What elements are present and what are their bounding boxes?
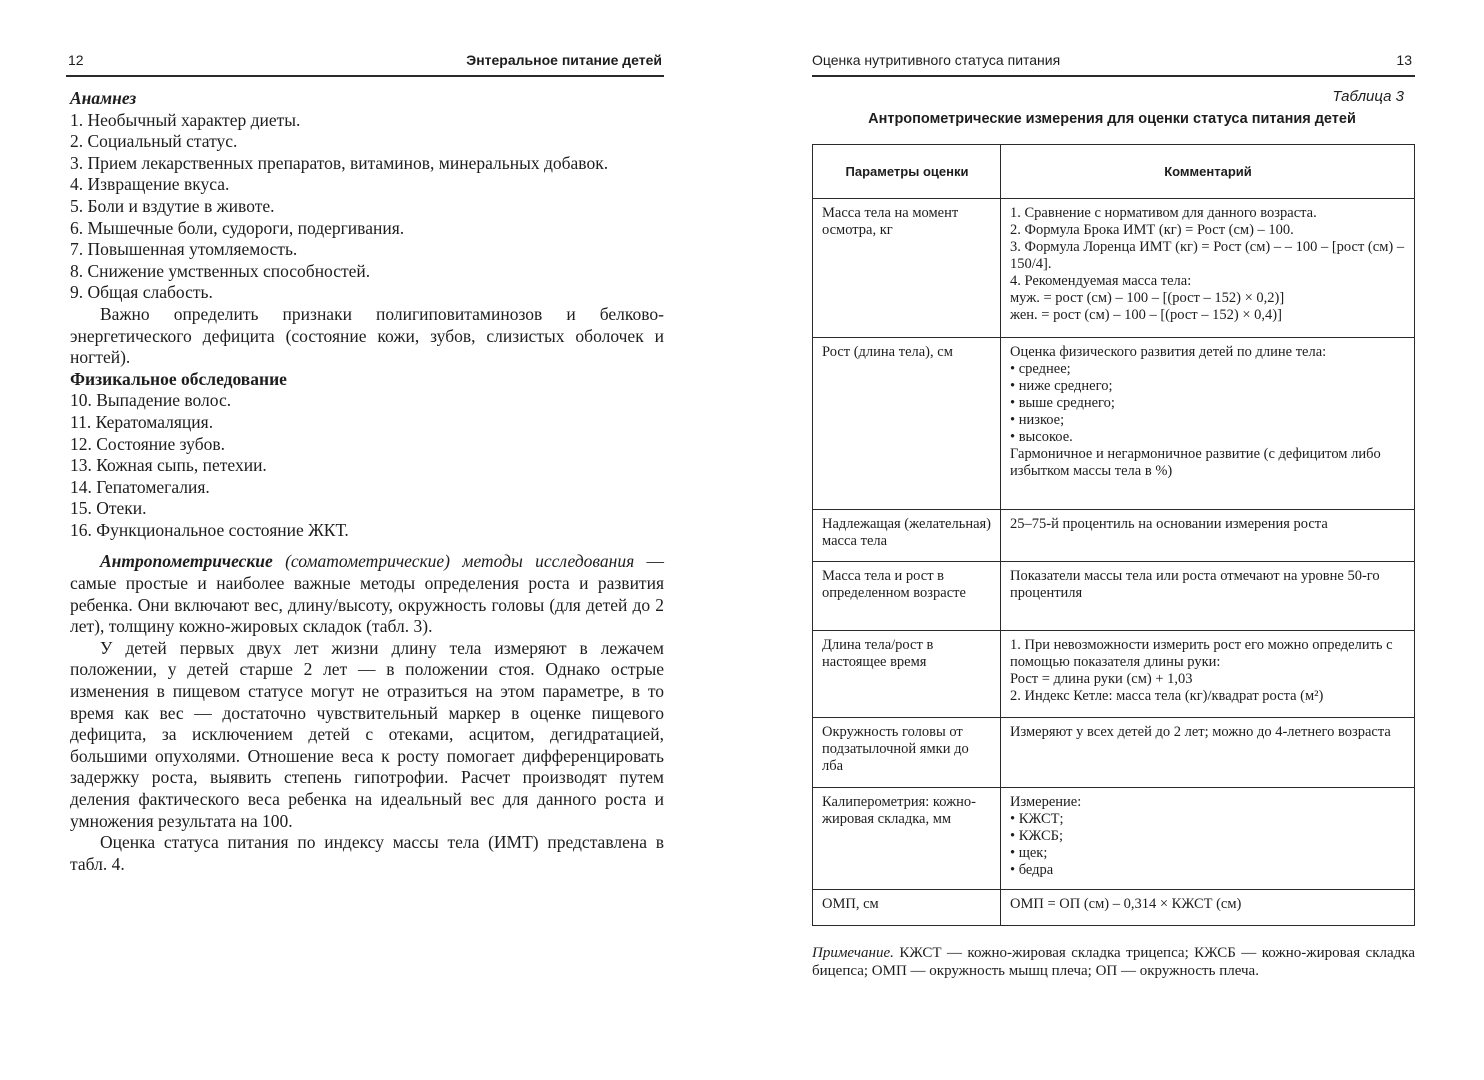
list-item: 9. Общая слабость. [70,282,213,303]
table-row [813,510,1415,562]
exam-list [70,390,664,541]
note-label: Примечание. [812,945,894,961]
list-item: 4. Извращение вкуса. [70,174,230,195]
param-cell: ОМП, см [813,890,1001,926]
table-note [812,944,1415,980]
list-item: 6. Мышечные боли, судороги, подергивания. [70,217,405,238]
table-number: Таблица 3 [1332,88,1404,105]
right-page [742,0,1484,1080]
paragraph: У детей первых двух лет жизни длину тела измеряют в лежачем положении, у детей старше 2 лет — в положении стоя. Однако острые изменения в пищевом статусе могут не отразиться на этом параметре, в то время как вес — достаточно чувствительный маркер в оценке пищевого дефицита, за исключением детей с отеками, асцитом, дегидратацией, большими опухолями. Отношение веса к росту помогает дифференцировать задержку роста, выявить степень гипотрофии. Расчет производят путем деления фактического веса ребенка на идеальный вес для данного роста и умножения результата на 100. [70,637,664,831]
list-item: 14. Гепатомегалия. [70,476,210,497]
comment-cell: Показатели массы тела или роста отмечают на уровне 50-го процентиля [1001,562,1415,631]
table-row [813,338,1415,510]
anthro-term-qualifier: (соматометрические) методы исследования [285,551,635,572]
list-item: 7. Повышенная утомляемость. [70,239,298,260]
anamnesis-list [70,110,664,304]
page-number: 12 [68,52,84,68]
param-cell: Калиперометрия: кожно-жировая складка, мм [813,788,1001,890]
list-item: 1. Необычный характер диеты. [70,109,301,130]
running-title: Энтеральное питание детей [466,52,662,68]
section-heading-anamnesis: Анамнез [70,88,137,108]
param-cell: Масса тела и рост в определенном возрасте [813,562,1001,631]
paragraph: Оценка статуса питания по индексу массы тела (ИМТ) представлена в табл. 4. [70,832,664,874]
header-rule [66,75,664,77]
comment-cell: Измеряют у всех детей до 2 лет; можно до 4-летнего возраста [1001,718,1415,788]
comment-cell: 1. При невозможности измерить рост его можно определить с помощью показателя длины руки: Рост = длина руки (см) + 1,03 2. Индекс Кетле: масса тела (кг)/квадрат роста (м²) [1001,631,1415,718]
param-cell: Рост (длина тела), см [813,338,1001,510]
table-title: Антропометрические измерения для оценки статуса питания детей [868,111,1356,127]
table-row [813,631,1415,718]
list-item: 13. Кожная сыпь, петехии. [70,455,267,476]
section-heading-exam: Физикальное обследование [70,368,287,389]
list-item: 16. Функциональное состояние ЖКТ. [70,519,349,540]
list-item: 8. Снижение умственных способностей. [70,260,371,281]
measurements-table [812,144,1415,926]
table-header-row [813,145,1415,199]
param-cell: Окружность головы от подзатылочной ямки до лба [813,718,1001,788]
column-header-params: Параметры оценки [813,145,1001,199]
table-row [813,718,1415,788]
table-row [813,199,1415,338]
page-number: 13 [1396,52,1412,68]
paragraph: Важно определить признаки полигиповитаминозов и белково-энергетического дефицита (состояние кожи, зубов, слизистых оболочек и ногтей). [70,303,664,368]
left-page-body [70,88,664,875]
comment-cell: Измерение: • КЖСТ; • КЖСБ; • щек; • бедра [1001,788,1415,890]
paragraph [70,551,664,637]
list-item: 11. Кератомаляция. [70,411,214,432]
comment-cell: ОМП = ОП (см) – 0,314 × КЖСТ (см) [1001,890,1415,926]
list-item: 15. Отеки. [70,498,147,519]
column-header-comment: Комментарий [1001,145,1415,199]
list-item: 12. Состояние зубов. [70,433,225,454]
comment-cell: 25–75-й процентиль на основании измерения роста [1001,510,1415,562]
header-rule [812,75,1415,77]
table-row [813,890,1415,926]
table-row [813,562,1415,631]
list-item: 10. Выпадение волос. [70,390,232,411]
comment-cell: 1. Сравнение с нормативом для данного возраста. 2. Формула Брока ИМТ (кг) = Рост (см) – 100. 3. Формула Лоренца ИМТ (кг) = Рост (см) – – 100 – [рост (см) – 150/4]. 4. Рекомендуемая масса тела: муж. = рост (см) – 100 – [(рост – 152) × 0,2)] жен. = рост (см) – 100 – [(рост – 152) × 0,4)] [1001,199,1415,338]
anthro-text: — самые простые и наиболее важные методы определения роста и развития ребенка. Они включают вес, длину/высоту, окружность головы (для детей до 2 лет), толщину кожно-жировых складок (табл. 3). [70,551,665,637]
anthro-term: Антропометрические [100,551,273,572]
list-item: 3. Прием лекарственных препаратов, витаминов, минеральных добавок. [70,152,609,173]
param-cell: Длина тела/рост в настоящее время [813,631,1001,718]
table-row [813,788,1415,890]
param-cell: Масса тела на момент осмотра, кг [813,199,1001,338]
comment-cell: Оценка физического развития детей по длине тела: • среднее; • ниже среднего; • выше среднего; • низкое; • высокое. Гармоничное и негармоничное развитие (с дефицитом либо избытком массы тела в %) [1001,338,1415,510]
list-item: 2. Социальный статус. [70,131,238,152]
note-text: КЖСТ — кожно-жировая складка трицепса; КЖСБ — кожно-жировая складка бицепса; ОМП — окружность мышц плеча; ОП — окружность плеча. [812,945,1415,979]
running-title: Оценка нутритивного статуса питания [812,52,1061,68]
list-item: 5. Боли и вздутие в животе. [70,195,275,216]
param-cell: Надлежащая (желательная) масса тела [813,510,1001,562]
